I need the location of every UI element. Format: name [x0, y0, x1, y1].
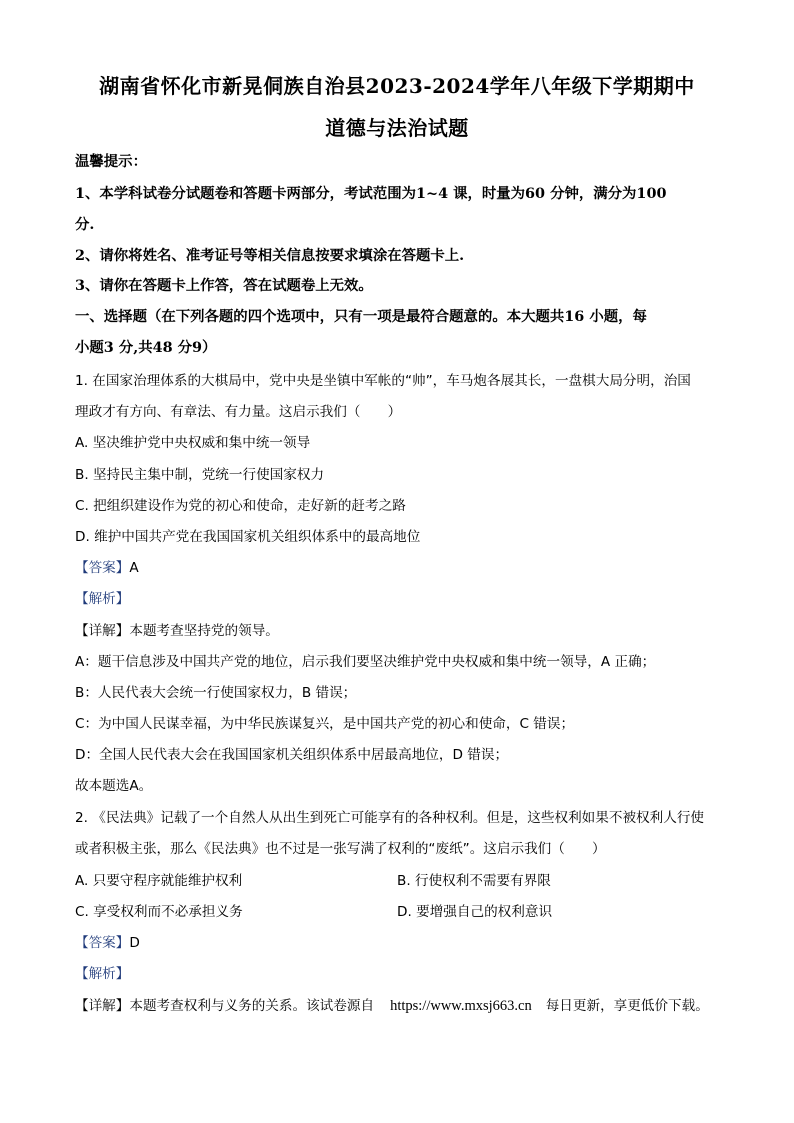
q1-explain-a: A：题干信息涉及中国共产党的地位，启示我们要坚决维护党中央权威和集中统一领导，A 正确；	[75, 654, 656, 670]
q1-detail	[75, 619, 279, 639]
q1-explain-d: D：全国人民代表大会在我国国家机关组织体系中居最高地位，D 错误；	[75, 747, 509, 763]
tip-1-line2: 分.	[75, 216, 95, 233]
tip-2: 2、请你将姓名、准考证号等相关信息按要求填涂在答题卡上.	[75, 247, 465, 264]
tips-heading: 温馨提示：	[75, 153, 147, 170]
q1-detail-tag: 【详解】	[75, 623, 130, 639]
q2-analysis-tag: 【解析】	[75, 966, 130, 982]
tip-3: 3、请你在答题卡上作答，答在试题卷上无效。	[75, 277, 373, 294]
tip-1-line1: 1、本学科试卷分试题卷和答题卡两部分，考试范围为1~4 课，时量为60 分钟，满分为100	[75, 185, 667, 202]
q1-explain-c: C：为中国人民谋幸福，为中华民族谋复兴，是中国共产党的初心和使命，C 错误；	[75, 716, 575, 732]
q1-option-d: D. 维护中国共产党在我国国家机关组织体系中的最高地位	[75, 529, 421, 545]
q1-analysis-tag: 【解析】	[75, 591, 130, 607]
q1-option-a: A. 坚决维护党中央权威和集中统一领导	[75, 435, 311, 451]
source-url-link[interactable]: https://www.mxsj663.cn	[390, 998, 532, 1014]
section-1-heading-line2: 小题3 分,共48 分9）	[75, 339, 217, 356]
q2-option-a: A. 只要守程序就能维护权利	[75, 873, 243, 889]
q2-detail	[75, 994, 709, 1015]
q2-answer-tag: 【答案】	[75, 935, 130, 951]
section-1-heading-line1: 一、选择题（在下列各题的四个选项中，只有一项是最符合题意的。本大题共16 小题，每	[75, 308, 647, 325]
q2-detail-tag: 【详解】	[75, 998, 130, 1014]
q1-detail-text: 本题考查坚持党的领导。	[129, 623, 279, 639]
q2-option-b: B. 行使权利不需要有界限	[397, 873, 551, 889]
q1-answer	[75, 556, 139, 576]
exam-title-line2: 道德与法治试题	[325, 116, 469, 140]
q1-answer-value: A	[129, 560, 139, 576]
q2-answer-value: D	[129, 935, 140, 951]
q2-stem-line2: 或者积极主张，那么《民法典》也不过是一张写满了权利的“废纸”。这启示我们（ ）	[75, 841, 606, 857]
q1-option-c: C. 把组织建设作为党的初心和使命，走好新的赶考之路	[75, 498, 406, 514]
q2-detail-tail: 每日更新，享更低价下载。	[545, 998, 709, 1014]
q1-stem-line2: 理政才有方向、有章法、有力量。这启示我们（ ）	[75, 404, 402, 420]
q2-detail-text: 本题考查权利与义务的关系。该试卷源自	[129, 998, 375, 1014]
q1-stem-line1: 1. 在国家治理体系的大棋局中，党中央是坐镇中军帐的“帅”，车马炮各展其长，一盘棋大局分明，治国	[75, 373, 691, 389]
q1-option-b: B. 坚持民主集中制，党统一行使国家权力	[75, 467, 325, 483]
q1-answer-tag: 【答案】	[75, 560, 130, 576]
q2-answer	[75, 931, 140, 951]
q2-option-c: C. 享受权利而不必承担义务	[75, 904, 243, 920]
exam-title-line1: 湖南省怀化市新晃侗族自治县2023-2024学年八年级下学期期中	[99, 74, 695, 98]
q2-stem-line1: 2. 《民法典》记载了一个自然人从出生到死亡可能享有的各种权利。但是，这些权利如果不被权利人行使	[75, 810, 705, 826]
q2-option-d: D. 要增强自己的权利意识	[397, 904, 553, 920]
q1-explain-b: B：人民代表大会统一行使国家权力，B 错误；	[75, 685, 357, 701]
q1-conclusion: 故本题选A。	[75, 778, 153, 794]
